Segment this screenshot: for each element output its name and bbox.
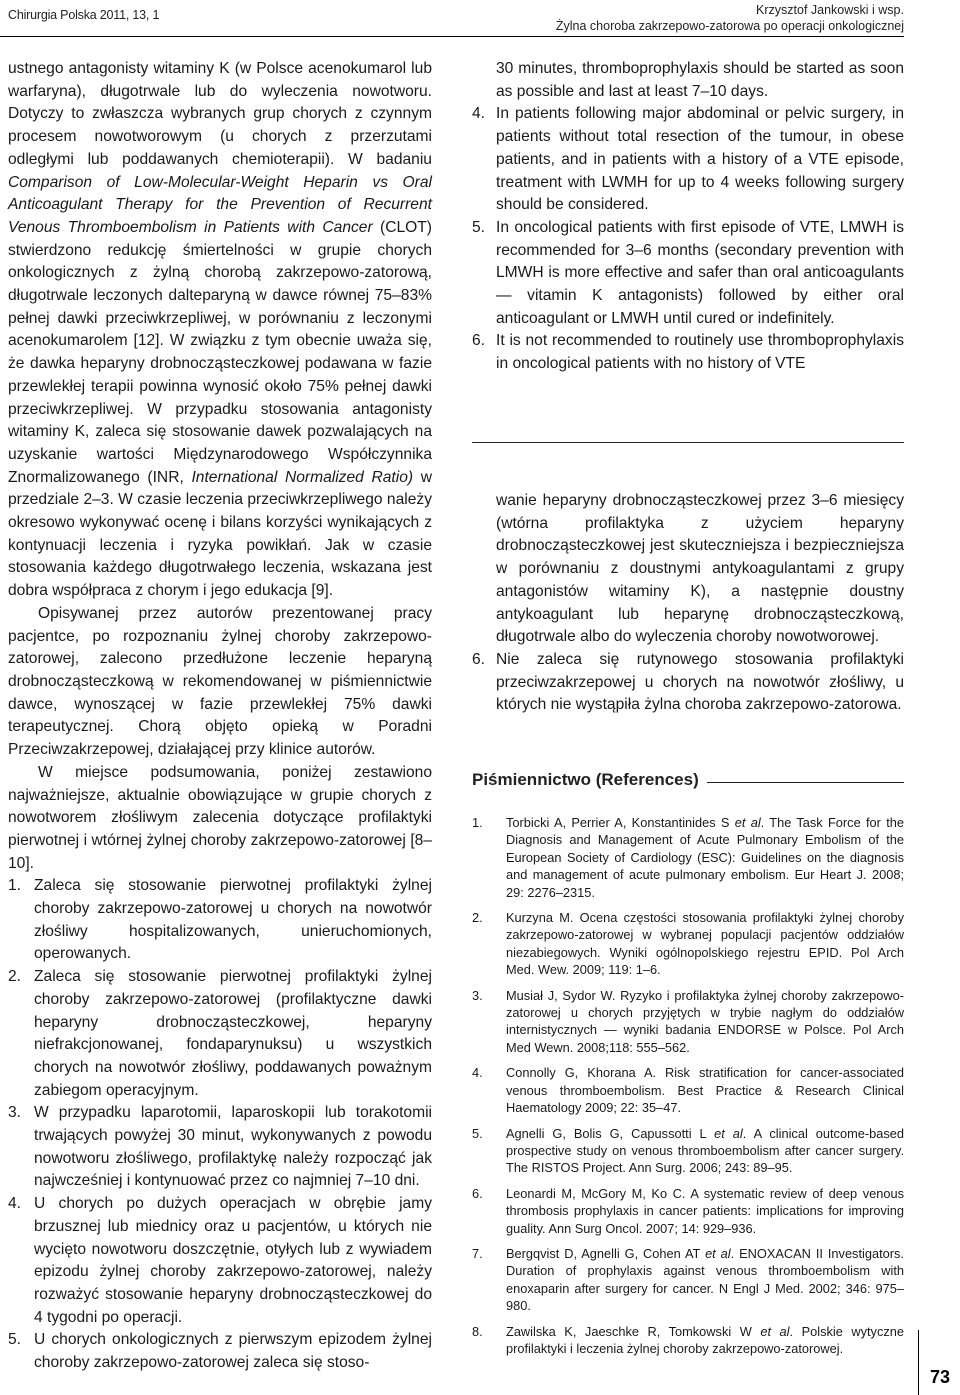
list-text: U chorych po dużych operacjach w obrębie jamy brzusznej lub miednicy oraz u pacjentów, u których nie wycięto nowotworu doszczętnie, otyłych lub z wywiadem epizodu żylnej choroby zakrzepowo-zatorowej, należy rozważyć stosowanie heparyny drobnocząsteczkowej do 4 tygodni po operacji.	[34, 1195, 432, 1326]
reference-number: 6.	[472, 1185, 483, 1201]
list-number: 3.	[8, 1104, 22, 1122]
right-column-polish	[472, 490, 904, 717]
paragraph-text: ustnego antagonisty witaminy K (w Polsce acenokumarol lub warfaryna), długotrwale lub do wyleczenia nowotworu. Dotyczy to zwłaszcza wybranych grup chorych z czynnym procesem nowotworowym (u chorych z przerzutami odległymi lub poddawanych chemioterapii).	[8, 60, 432, 168]
reference-item	[472, 1064, 904, 1116]
reference-number: 7.	[472, 1245, 483, 1261]
reference-italic: et al	[714, 1125, 743, 1141]
reference-item	[472, 1323, 904, 1358]
list-text: Zaleca się stosowanie pierwotnej profilaktyki żylnej choroby zakrzepowo-zatorowej u chorych na nowotwór złośliwy hospitalizowanych, unieruchomionych, operowanych.	[34, 877, 432, 963]
reference-item	[472, 987, 904, 1057]
list-item	[472, 649, 904, 717]
page-number: 73	[930, 1367, 951, 1387]
reference-item	[472, 814, 904, 901]
paragraph: W miejsce podsumowania, poniżej zestawiono najważniejsze, aktualnie obowiązujące w grupie chorych z nowotworem złośliwym zalecenia dotyczące profilaktyki pierwotnej i wtórnej żylnej choroby zakrzepowo-zatorowej [8–10].	[8, 763, 432, 872]
list-item	[8, 1102, 432, 1193]
reference-text: Agnelli G, Bolis G, Capussotti L	[506, 1125, 707, 1141]
header-title: Żylna choroba zakrzepowo-zatorowa po operacji onkologicznej	[555, 19, 904, 33]
reference-text: Connolly G, Khorana A. Risk stratification for cancer-associated venous thromboembolism. Best Practice & Research Clinical Haematology 2009; 22: 35–47.	[506, 1065, 904, 1116]
page-number-rule	[918, 1330, 919, 1395]
reference-item	[472, 1125, 904, 1177]
list-text: It is not recommended to routinely use thromboprophylaxis in oncological patients with no history of VTE	[496, 332, 904, 373]
reference-item	[472, 1185, 904, 1237]
list-number: 4.	[8, 1195, 22, 1213]
study-title: Comparison of Low-Molecular-Weight Heparin vs Oral Anticoagulant Therapy for the Prevention of Recurrent Venous Thromboembolism in Patients with Cancer	[8, 173, 432, 236]
list-text: W przypadku laparotomii, laparoskopii lub torakotomii trwających powyżej 30 minut, wykonywanych z powodu nowotworu złośliwego, profilaktykę należy rozpocząć jak najwcześniej i kontynuować przez co najmniej 7–10 dni.	[34, 1104, 432, 1190]
list-text: U chorych onkologicznych z pierwszym epizodem żylnej choroby zakrzepowo-zatorowej zaleca się stoso-	[34, 1331, 432, 1372]
reference-item	[472, 1245, 904, 1315]
references-title: Piśmiennictwo (References)	[472, 770, 699, 789]
reference-italic: et al	[734, 815, 761, 830]
reference-text: Bergqvist D, Agnelli G, Cohen AT	[506, 1245, 701, 1261]
reference-number: 4.	[472, 1065, 483, 1081]
reference-italic: et al	[705, 1245, 731, 1261]
references-heading	[472, 768, 904, 792]
section-divider	[472, 442, 904, 443]
list-item	[472, 103, 904, 217]
list-item	[472, 217, 904, 331]
paragraph-text: W badaniu	[348, 150, 432, 168]
reference-number: 2.	[472, 910, 483, 926]
paragraph	[8, 58, 432, 603]
list-number: 5.	[472, 218, 486, 236]
list-item	[8, 1193, 432, 1329]
inr-expansion: International Normalized Ratio)	[191, 468, 414, 486]
paragraph: Opisywanej przez autorów prezentowanej pracy pacjentce, po rozpoznaniu żylnej choroby zakrzepowo-zatorowej, zalecono przedłużone leczenie heparyną drobnocząsteczkową w rekomendowanej w piśmiennictwie dawce, wynoszącej w fazie przewlekłej 75% dawki terapeutycznej. Chorą objęto opieką w Poradni Przeciwzakrzepowej, działającej przy klinice autorów.	[8, 604, 432, 759]
heading-rule	[707, 782, 904, 783]
running-header	[556, 2, 904, 34]
journal-citation: Chirurgia Polska 2011, 13, 1	[8, 8, 160, 22]
reference-text: Musiał J, Sydor W. Ryzyko i profilaktyka żylnej choroby zakrzepowo-zatorowej u chorych przyjętych w trybie nagłym do oddziałów internistycznych — wyniki badania ENDORSE w Polsce. Pol Arch Med Wewn. 2008;118: 555–562.	[506, 987, 904, 1055]
list-number: 6.	[472, 650, 486, 668]
list-number: 4.	[472, 105, 486, 123]
left-column	[8, 58, 432, 1375]
header-authors: Krzysztof Jankowski i wsp.	[756, 3, 904, 17]
reference-italic: et al	[760, 1323, 790, 1339]
list-number: 2.	[8, 968, 22, 986]
list-item	[8, 1329, 432, 1374]
reference-text: . The Task Force for the Diagnosis and Management of Acute Pulmonary Embolism of the European Society of Cardiology (ESC): Guidelines on the diagnosis and management of acute pulmonary embolism. Eur Heart J. 2008; 29: 2276–2315.	[506, 815, 904, 900]
reference-text: . A clinical outcome-based prospective study on venous thromboembolism after cancer surgery. The RISTOS Project. Ann Surg. 2006; 243: 89–95.	[506, 1125, 904, 1176]
right-column-english	[472, 58, 904, 376]
references-list	[472, 814, 904, 1365]
reference-text: Zawilska K, Jaeschke R, Tomkowski W	[506, 1323, 752, 1339]
list-text: Nie zaleca się rutynowego stosowania profilaktyki przeciwzakrzepowej u chorych na nowotwór złośliwy, u których nie wystąpiła żylna choroba zakrzepowo-zatorowa.	[496, 650, 904, 714]
reference-text: Leonardi M, McGory M, Ko C. A systematic review of deep venous thrombosis prophylaxis in cancer patients: implications for improving guality. Ann Surg Oncol. 2007; 14: 929–936.	[506, 1185, 904, 1236]
list-text: Zaleca się stosowanie pierwotnej profilaktyki żylnej choroby zakrzepowo-zatorowej (profilaktyczne dawki heparyny drobnocząsteczkowej, heparyny niefrakcjonowanej, fondaparynuksu) u wszystkich chorych na nowotwór złośliwy, poddawanych poważnym zabiegom operacyjnym.	[34, 968, 432, 1099]
reference-text: . Polskie wytyczne profilaktyki i leczenia żylnej choroby zakrzepowo-zatorowej.	[506, 1323, 904, 1356]
reference-text: Kurzyna M. Ocena częstości stosowania profilaktyki żylnej choroby zakrzepowo-zatorowej w wybranej populacji pacjentów oddziałów niezabiegowych. Wyniki ogólnopolskiego rejestru EPID. Pol Arch Med. Wew. 2009; 119: 1–6.	[506, 910, 904, 978]
list-number: 1.	[8, 877, 22, 895]
reference-number: 8.	[472, 1323, 483, 1339]
list-text: In oncological patients with first episode of VTE, LMWH is recommended for 3–6 months (secondary prevention with LMWH is more effective and safer than oral anticoagulants — vitamin K antagonists) followed by either oral anticoagulant or LMWH until cured or indefinitely.	[496, 218, 904, 327]
reference-item	[472, 909, 904, 979]
list-number: 6.	[472, 332, 486, 350]
paragraph-text: w przedziale 2–3. W czasie leczenia przeciwkrzepliwego należy okresowo wykonywać ocenę i bilans korzyści wynikających z kontynuacji leczenia i ryzyka powikłań. Jak w czasie stosowania każdego długotrwałego leczenia, wskazana jest dobra współpraca z chorym i jego edukacja [9].	[8, 468, 433, 600]
list-number: 5.	[8, 1331, 22, 1349]
paragraph-text: (CLOT) stwierdzono redukcję śmiertelności w grupie chorych onkologicznych z żylną chorobą zakrzepowo-zatorową, długotrwale leczonych dalteparyną w dawce równej 75–83% pełnej dawki przeciwkrzepliwej, w porównaniu z leczonymi acenokumarolem [12]. W związku z tym obecnie uważa się, że dawka heparyny drobnocząsteczkowej podawana w fazie przewlekłej terapii powinna wynosić około 75% pełnej dawki przeciwkrzepliwej. W przypadku stosowania antagonisty witaminy K, zaleca się stosowanie dawek pozwalających na uzyskanie wartości Międzynarodowego Współczynnika Znormalizowanego (INR,	[8, 218, 432, 486]
list-text: In patients following major abdominal or pelvic surgery, in patients without total resection of the tumour, in obese patients, and in patients with a history of a VTE episode, treatment with LWMH for up to 4 weeks following surgery should be considered.	[496, 105, 904, 214]
header-rule	[0, 36, 904, 37]
list-item	[8, 966, 432, 1102]
reference-number: 1.	[472, 815, 483, 830]
reference-number: 5.	[472, 1125, 483, 1141]
list-item	[8, 875, 432, 966]
reference-text: . ENOXACAN II Investigators. Duration of prophylaxis against venous thromboembolism with enoxaparin after surgery for cancer. N Engl J Med. 2002; 346: 975–980.	[506, 1245, 904, 1314]
reference-text: Torbicki A, Perrier A, Konstantinides S	[506, 815, 730, 830]
paragraph: wanie heparyny drobnocząsteczkowej przez 3–6 miesięcy (wtórna profilaktyka z użyciem heparyny drobnocząsteczkowej jest skuteczniejsza i bezpieczniejsza w porównaniu z doustnymi antykoagulantami z grupy antagonistów witaminy K), a następnie doustny antykoagulant lub heparynę drobnocząsteczkową, długotrwale albo do wyleczenia choroby nowotworowej.	[496, 492, 904, 646]
paragraph: 30 minutes, thromboprophylaxis should be started as soon as possible and last at least 7–10 days.	[496, 60, 904, 100]
list-item	[472, 330, 904, 375]
reference-number: 3.	[472, 987, 483, 1003]
